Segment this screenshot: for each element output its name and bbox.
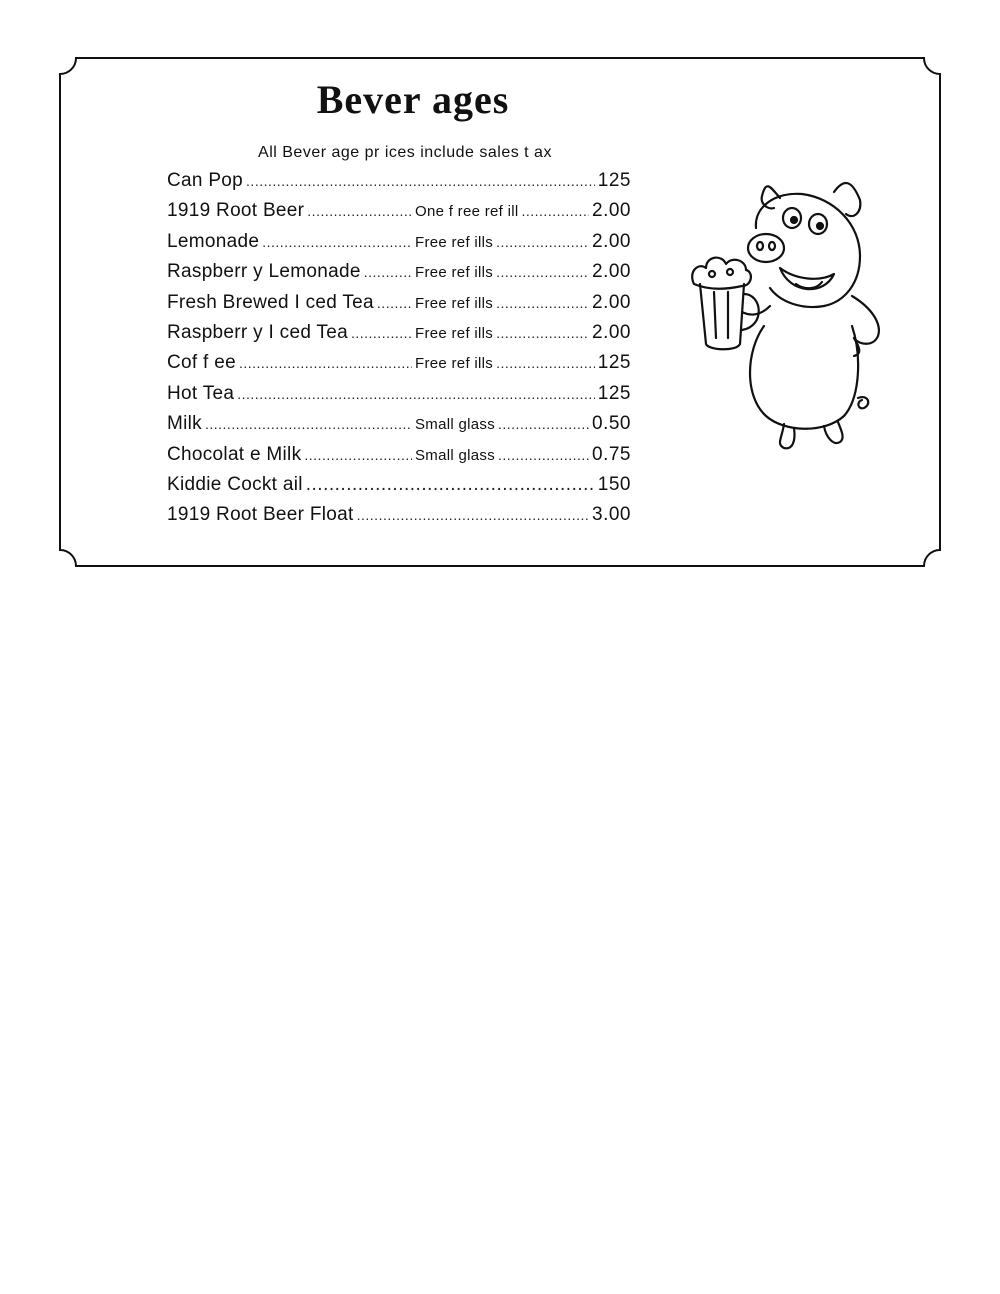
item-price: 125 [597, 170, 631, 191]
dot-leader [496, 264, 589, 280]
item-price: 2.00 [592, 261, 631, 283]
item-name: Fresh Brewed I ced Tea [167, 291, 374, 313]
item-name: Kiddie Cockt ail [167, 473, 303, 495]
dot-leader [521, 203, 589, 219]
dot-leader [351, 325, 412, 341]
item-price: 2.00 [592, 291, 631, 313]
dot-leader [496, 234, 589, 250]
item-name: 1919 Root Beer [167, 200, 305, 222]
menu-item [167, 261, 631, 291]
item-note: Small glass [415, 446, 495, 464]
item-name: 1919 Root Beer Float [167, 504, 354, 526]
item-name: Hot Tea [167, 382, 235, 404]
dot-leader [496, 325, 589, 341]
item-price: 0.75 [592, 443, 631, 465]
dot-leader [496, 355, 595, 371]
item-note: Small glass [415, 416, 495, 434]
menu-item [167, 474, 631, 504]
menu-item [167, 170, 631, 200]
dot-leader [498, 447, 589, 463]
pig-with-mug-icon [684, 176, 894, 458]
item-price: 2.00 [592, 200, 631, 222]
item-price: 125 [597, 382, 631, 404]
item-price: 0.50 [592, 413, 631, 435]
item-name: Raspberr y Lemonade [167, 261, 361, 283]
menu-item [167, 352, 631, 382]
item-price: 150 [597, 473, 631, 495]
dot-leader [237, 386, 595, 402]
dot-leader [496, 295, 589, 311]
tax-note: All Bever age pr ices include sales t ax [258, 144, 552, 161]
item-name: Cof f ee [167, 352, 236, 374]
page-title: Bever ages [316, 77, 510, 122]
dot-leader [239, 355, 412, 371]
item-note: Free ref ills [415, 355, 494, 373]
dot-leader [262, 234, 412, 250]
menu-item [167, 444, 631, 474]
item-note: Free ref ills [415, 264, 494, 282]
item-name: Lemonade [167, 230, 260, 252]
beverage-list [167, 170, 631, 535]
menu-item [167, 383, 631, 413]
dot-leader [377, 295, 412, 311]
dot-leader [364, 264, 412, 280]
dot-leader [306, 474, 595, 496]
menu-item [167, 292, 631, 322]
item-name: Can Pop [167, 170, 244, 191]
menu-item [167, 322, 631, 352]
item-name: Milk [167, 413, 202, 435]
dot-leader [304, 447, 412, 463]
item-price: 3.00 [592, 504, 631, 526]
dot-leader [307, 203, 412, 219]
menu-item [167, 200, 631, 230]
item-name: Raspberr y I ced Tea [167, 321, 348, 343]
menu-item [167, 504, 631, 534]
menu-item [167, 231, 631, 261]
item-note: One f ree ref ill [415, 203, 519, 221]
item-name: Chocolat e Milk [167, 443, 302, 465]
item-price: 2.00 [592, 321, 631, 343]
item-price: 125 [597, 352, 631, 374]
dot-leader [498, 416, 589, 432]
dot-leader [205, 416, 412, 432]
dot-leader [246, 173, 595, 189]
dot-leader [357, 507, 589, 523]
item-price: 2.00 [592, 230, 631, 252]
menu-item [167, 413, 631, 443]
item-note: Free ref ills [415, 294, 494, 312]
item-note: Free ref ills [415, 324, 494, 342]
item-note: Free ref ills [415, 233, 494, 251]
